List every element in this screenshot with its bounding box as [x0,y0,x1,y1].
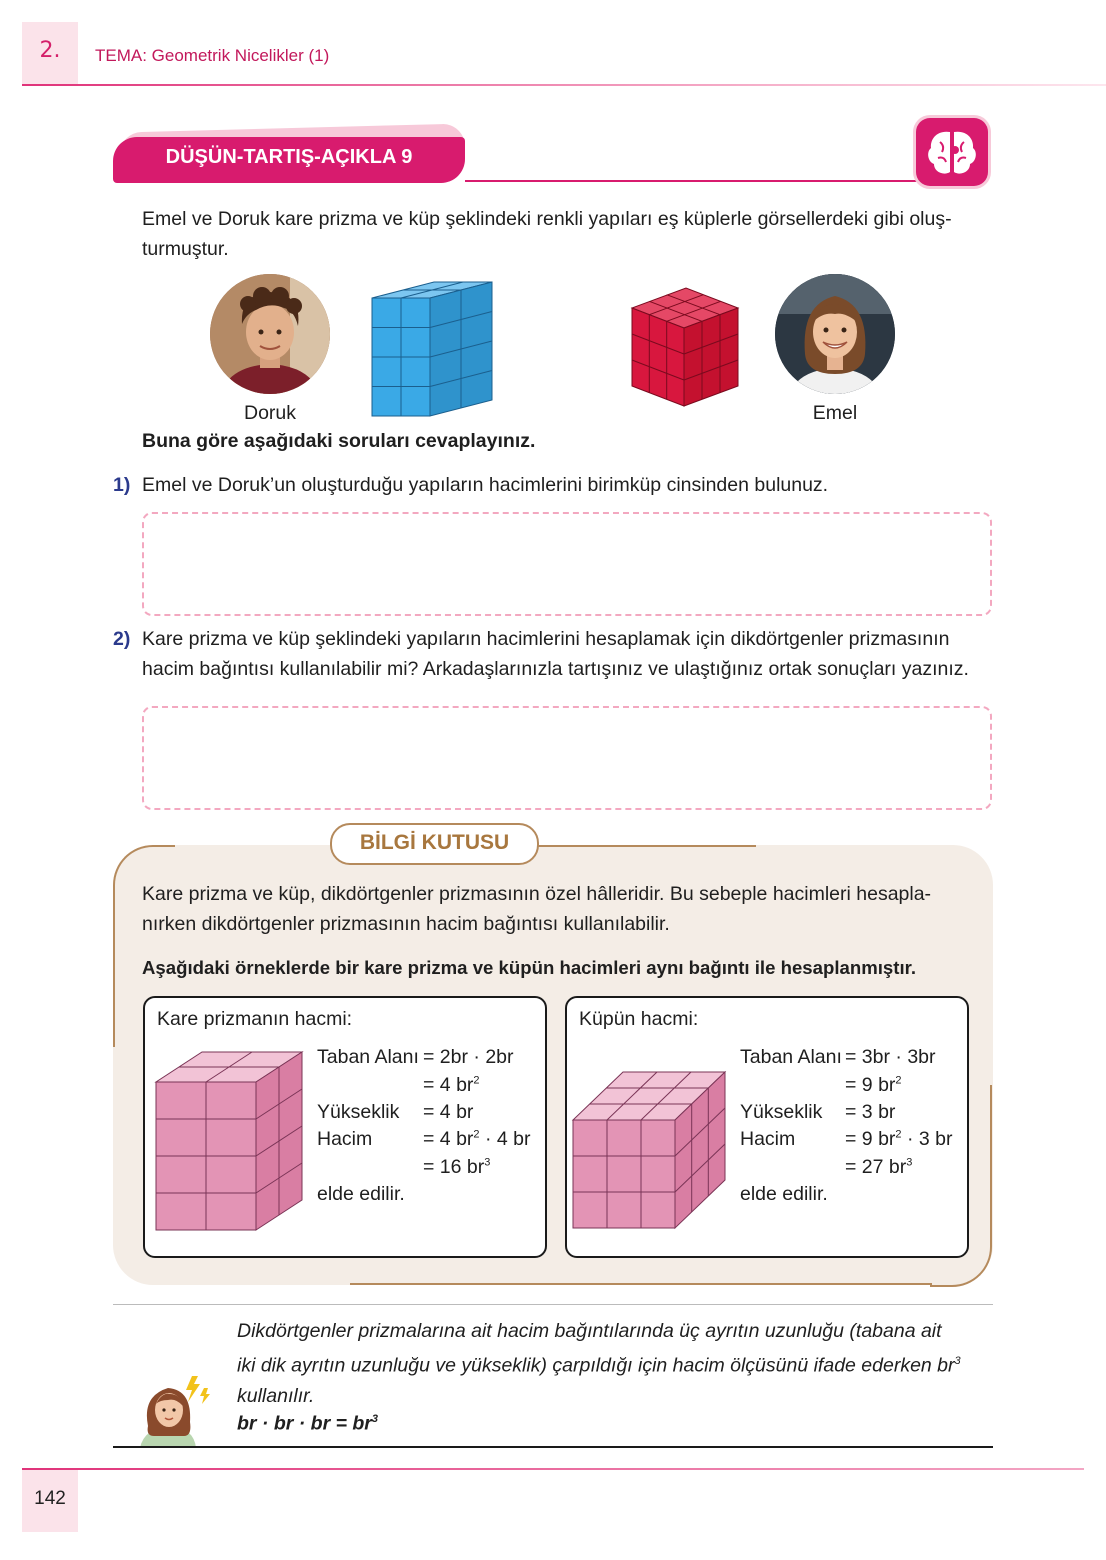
prism-taban-exponent: 2 [473,1074,480,1087]
prism-taban-result-text: = 4 br [423,1074,474,1096]
note-formula-text: br · br · br = br [237,1412,372,1435]
question-2-text [142,624,1002,684]
cube-hacim-expr-b: · 3 br [901,1128,953,1150]
note-line-1: Dikdörtgenler prizmalarına ait hacim bağıntılarında üç ayrıtın uzunluğu (tabana ait [237,1320,942,1342]
question-2-line-2: hacim bağıntısı kullanılabilir mi? Arkadaşlarınızla tartışınız ve ulaştığınız ortak sonuçları yazınız. [142,658,969,680]
question-2-number: 2) [113,628,131,650]
info-line-1: Kare prizma ve küp, dikdörtgenler prizmasının özel hâlleridir. Bu sebeple hacimleri hesapla- [142,883,932,905]
prism-hacim-expr-a: = 4 br [423,1128,474,1150]
cube-taban-result-text: = 9 br [845,1074,896,1096]
cube-hacim-label: Hacim [740,1128,796,1150]
note-formula [237,1404,378,1439]
prism-hacim-expr [423,1128,530,1151]
blue-square-prism [370,280,494,418]
banner-rule [465,180,920,182]
prism-hacim-result-exponent: 3 [484,1156,491,1169]
prism-yukseklik-label: Yükseklik [317,1101,400,1123]
pink-square-prism [154,1048,304,1232]
prism-hacim-label: Hacim [317,1128,373,1150]
info-box-border-bottom [350,1283,932,1285]
emel-avatar [775,274,895,394]
cube-end-text: elde edilir. [740,1183,828,1205]
note-line-2-text: iki dik ayrıtın uzunluğu ve yükseklik) çarpıldığı için hacim ölçüsünü ifade ederken br [237,1354,955,1377]
prompt-text: Buna göre aşağıdaki soruları cevaplayınız. [142,430,536,452]
prism-hacim-result [423,1156,490,1179]
cube-hacim-exponent: 2 [895,1128,902,1141]
answer-box-2[interactable] [142,706,992,810]
question-1-text: Emel ve Doruk’un oluşturduğu yapıların hacimlerini birimküp cinsinden bulunuz. [142,474,829,496]
intro-line-2: turmuştur. [142,238,229,260]
note-rule-top [113,1304,993,1305]
cube-hacim-result [845,1156,912,1179]
emel-name: Emel [812,402,858,424]
note-formula-exponent: 3 [371,1413,379,1425]
note-rule-bottom [113,1446,993,1448]
cube-yukseklik-value: = 3 br [845,1101,896,1123]
note-text [237,1316,993,1411]
prism-card-title: Kare prizmanın hacmi: [157,1008,353,1030]
cube-taban-label: Taban Alanı [740,1046,842,1068]
cube-taban-expr: = 3br · 3br [845,1046,936,1068]
section-title: DÜŞÜN-TARTIŞ-AÇIKLA 9 [165,146,413,168]
question-1-number: 1) [113,474,131,496]
cube-card-title: Küpün hacmi: [579,1008,699,1030]
brain-puzzle-icon [916,118,988,186]
prism-taban-expr: = 2br · 2br [423,1046,514,1068]
chapter-number: 2. [39,38,61,63]
cube-hacim-result-text: = 27 br [845,1156,907,1178]
note-line-3: kullanılır. [237,1384,315,1407]
info-box-border-top [534,845,756,847]
cube-hacim-expr [845,1128,952,1151]
page-number: 142 [34,1488,66,1509]
prism-hacim-expr-b: · 4 br [479,1128,531,1150]
doruk-name: Doruk [243,402,297,424]
info-example-heading: Aşağıdaki örneklerde bir kare prizma ve küpün hacimleri aynı bağıntı ile hesaplanmıştır. [142,957,916,978]
cube-taban-result [845,1074,902,1097]
footer-rule [22,1468,1084,1470]
note-line-2 [237,1346,993,1381]
red-cube [630,282,740,408]
header-rule [22,84,1106,86]
info-tag-text: BİLGİ KUTUSU [359,831,510,854]
intro-text [142,204,994,264]
info-paragraph [142,879,978,939]
cube-hacim-expr-a: = 9 br [845,1128,896,1150]
prism-taban-label: Taban Alanı [317,1046,419,1068]
cube-hacim-result-exponent: 3 [906,1156,913,1169]
question-2-line-1: Kare prizma ve küp şeklindeki yapıların hacimlerini hesaplamak için dikdörtgenler prizmasının [142,628,950,650]
cube-yukseklik-label: Yükseklik [740,1101,823,1123]
prism-hacim-exponent: 2 [473,1128,480,1141]
intro-line-1: Emel ve Doruk kare prizma ve küp şeklindeki renkli yapıları eş küplerle görsellerdeki gibi oluş- [142,208,952,230]
info-line-2: nırken dikdörtgenler prizmasının hacim bağıntısı kullanılabilir. [142,913,670,935]
note-exponent: 3 [954,1355,961,1367]
prism-yukseklik-value: = 4 br [423,1101,474,1123]
prism-taban-result [423,1074,480,1097]
pink-cube [571,1068,727,1230]
doruk-avatar [210,274,330,394]
cube-taban-exponent: 2 [895,1074,902,1087]
prism-hacim-result-text: = 16 br [423,1156,485,1178]
prism-end-text: elde edilir. [317,1183,405,1205]
answer-box-1[interactable] [142,512,992,616]
thinking-girl-icon [134,1366,214,1448]
tema-title: TEMA: Geometrik Nicelikler (1) [95,46,330,65]
